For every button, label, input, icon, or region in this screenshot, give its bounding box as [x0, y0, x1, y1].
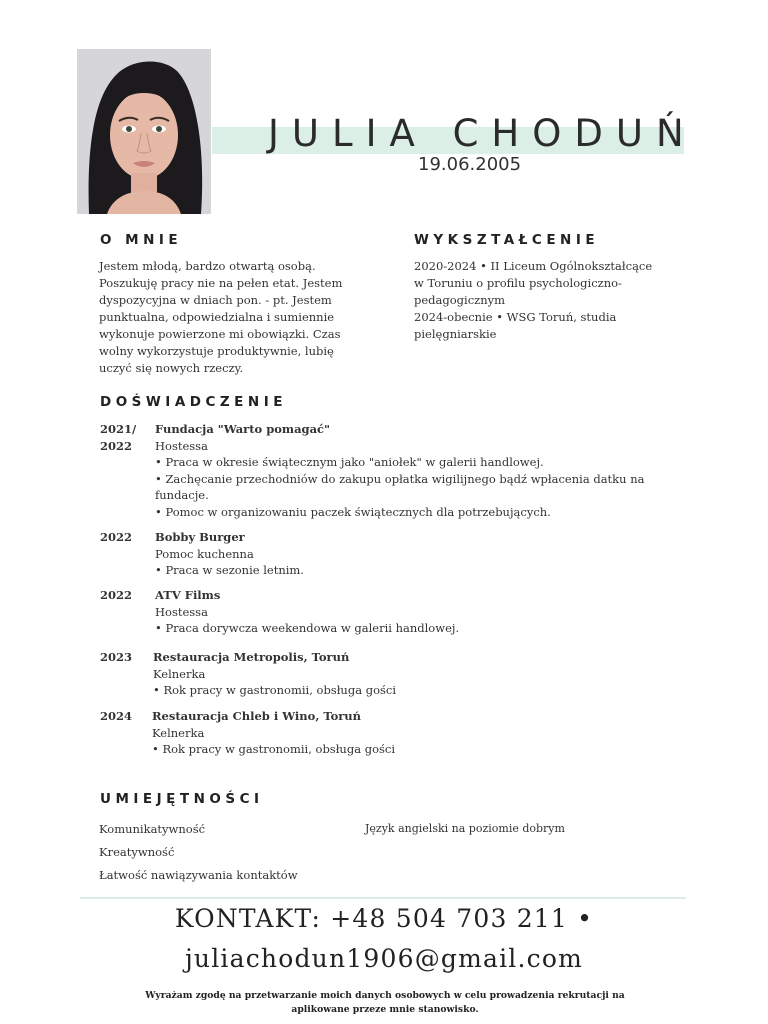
experience-year: 2024: [100, 709, 133, 723]
experience-year: 2023: [100, 650, 133, 664]
profile-photo: [77, 49, 211, 214]
experience-item: [153, 649, 683, 699]
about-line: wykonuje powierzone mi obowiązki. Czas: [99, 327, 341, 341]
about-line: Jestem młodą, bardzo otwartą osobą.: [99, 259, 316, 273]
contact-email: juliachodun1906@gmail.com: [184, 944, 584, 973]
skills-heading: UMIEJĘTNOŚCI: [100, 791, 264, 807]
experience-company: Fundacja "Warto pomagać": [155, 422, 331, 436]
experience-company: Restauracja Metropolis, Toruń: [153, 650, 350, 664]
education-heading: WYKSZTAŁCENIE: [414, 232, 600, 248]
education-line: 2020-2024 • II Liceum Ogólnokształcące: [414, 259, 653, 273]
experience-item: [155, 421, 685, 520]
experience-role: Pomoc kuchenna: [155, 546, 254, 561]
experience-detail: • Praca w sezonie letnim.: [155, 563, 304, 577]
experience-detail: • Praca w okresie świątecznym jako "aniołek" w galerii handlowej.: [155, 455, 544, 469]
skill-item: Język angielski na poziomie dobrym: [365, 822, 565, 835]
experience-company: ATV Films: [155, 588, 221, 602]
experience-role: Kelnerka: [153, 666, 206, 681]
full-name: JULIA CHODUŃ: [268, 112, 697, 155]
skill-item: Komunikatywność: [99, 822, 206, 836]
consent-line: aplikowane przeze mnie stanowisko.: [291, 1004, 479, 1015]
skill-item: Kreatywność: [99, 845, 175, 859]
experience-company: Restauracja Chleb i Wino, Toruń: [152, 709, 362, 723]
year-line: 2021/: [100, 422, 137, 436]
gdpr-consent: [110, 989, 660, 1017]
experience-item: [155, 529, 685, 579]
about-line: wolny wykorzystuje produktywnie, lubię: [99, 344, 334, 358]
experience-role: Hostessa: [155, 438, 208, 453]
education-line: pielęgniarskie: [414, 327, 497, 341]
education-line: 2024-obecnie • WSG Toruń, studia: [414, 310, 617, 324]
experience-item: [155, 587, 685, 637]
experience-detail: • Pomoc w organizowaniu paczek świątecznych dla potrzebujących.: [155, 504, 551, 519]
experience-heading: DOŚWIADCZENIE: [100, 394, 287, 410]
about-line: Poszukuję pracy nie na pełen etat. Jestem: [99, 276, 343, 290]
skill-item: Łatwość nawiązywania kontaktów: [99, 868, 298, 882]
about-line: uczyć się nowych rzeczy.: [99, 361, 244, 375]
experience-detail: fundacje.: [155, 488, 209, 502]
birth-date: 19.06.2005: [418, 154, 522, 175]
about-line: punktualna, odpowiedzialna i sumiennie: [99, 310, 335, 324]
experience-item: [152, 708, 682, 758]
consent-line: Wyrażam zgodę na przetwarzanie moich danych osobowych w celu prowadzenia rekrutacji na: [145, 990, 625, 1001]
education-line: w Toruniu o profilu psychologiczno-: [414, 276, 622, 290]
experience-year: 2022: [100, 588, 133, 602]
year-line: 2022: [100, 439, 133, 453]
experience-detail: • Rok pracy w gastronomii, obsługa gości: [152, 742, 396, 756]
experience-detail: • Praca dorywcza weekendowa w galerii handlowej.: [155, 621, 460, 635]
about-text: [99, 258, 379, 377]
experience-role: Kelnerka: [152, 725, 205, 740]
contact-divider: [80, 897, 686, 899]
contact-phone: KONTAKT: +48 504 703 211 •: [174, 904, 594, 933]
about-line: dyspozycyjna w dniach pon. - pt. Jestem: [99, 293, 332, 307]
experience-year: 2022: [100, 530, 133, 544]
about-heading: O MNIE: [100, 232, 183, 248]
portrait-image: [77, 49, 211, 214]
education-text: [414, 258, 694, 343]
experience-role: Hostessa: [155, 604, 208, 619]
education-line: pedagogicznym: [414, 293, 506, 307]
experience-year: [100, 421, 136, 455]
experience-detail: • Zachęcanie przechodniów do zakupu opłatka wigilijnego bądź wpłacenia datku na: [155, 471, 645, 486]
experience-company: Bobby Burger: [155, 530, 245, 544]
experience-detail: • Rok pracy w gastronomii, obsługa gości: [153, 683, 397, 697]
